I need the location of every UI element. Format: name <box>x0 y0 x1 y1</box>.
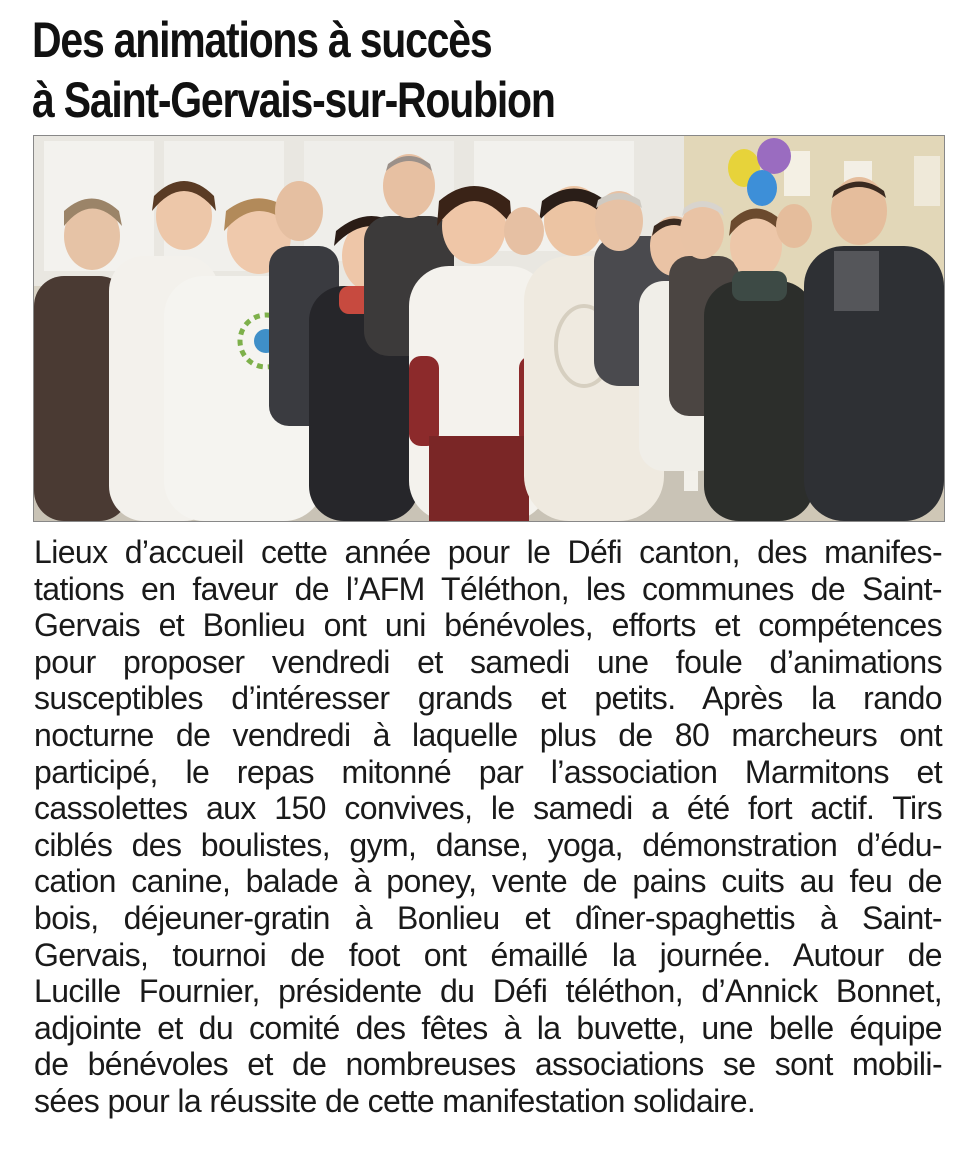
body-line: pour proposer vendredi et samedi une foule d’animations <box>34 643 942 680</box>
body-line: cation canine, balade à poney, vente de pains cuits au feu de <box>34 863 942 900</box>
body-line: cassolettes aux 150 convives, le samedi a été fort actif. Tirs <box>34 790 942 827</box>
body-line: ciblés des boulistes, gym, danse, yoga, démonstration d’édu- <box>34 826 942 863</box>
headline-line-1: Des animations à succès <box>32 12 492 68</box>
body-line: susceptibles d’intéresser grands et petits. Après la rando <box>34 680 942 717</box>
body-line: bois, déjeuner-gratin à Bonlieu et dîner-spaghettis à Saint- <box>34 899 942 936</box>
body-line: participé, le repas mitonné par l’association Marmitons et <box>34 753 942 790</box>
body-line: Lucille Fournier, présidente du Défi téléthon, d’Annick Bonnet, <box>34 973 942 1010</box>
body-line: tations en faveur de l’AFM Téléthon, les communes de Saint- <box>34 570 942 607</box>
body-line: de bénévoles et de nombreuses associations se sont mobili- <box>34 1046 942 1083</box>
body-line: Lieux d’accueil cette année pour le Défi canton, des manifes- <box>34 534 942 570</box>
body-line: Gervais, tournoi de foot ont émaillé la journée. Autour de <box>34 936 942 973</box>
headline-line-2: à Saint-Gervais-sur-Roubion <box>32 72 555 128</box>
body-line: nocturne de vendredi à laquelle plus de 80 marcheurs ont <box>34 716 942 753</box>
article-body <box>34 534 942 1120</box>
body-line: sées pour la réussite de cette manifestation solidaire. <box>34 1082 756 1119</box>
article-headline <box>32 10 770 130</box>
body-line: adjointe et du comité des fêtes à la buvette, une belle équipe <box>34 1009 942 1046</box>
group-photo <box>33 135 945 522</box>
body-line: Gervais et Bonlieu ont uni bénévoles, efforts et compétences <box>34 607 942 644</box>
